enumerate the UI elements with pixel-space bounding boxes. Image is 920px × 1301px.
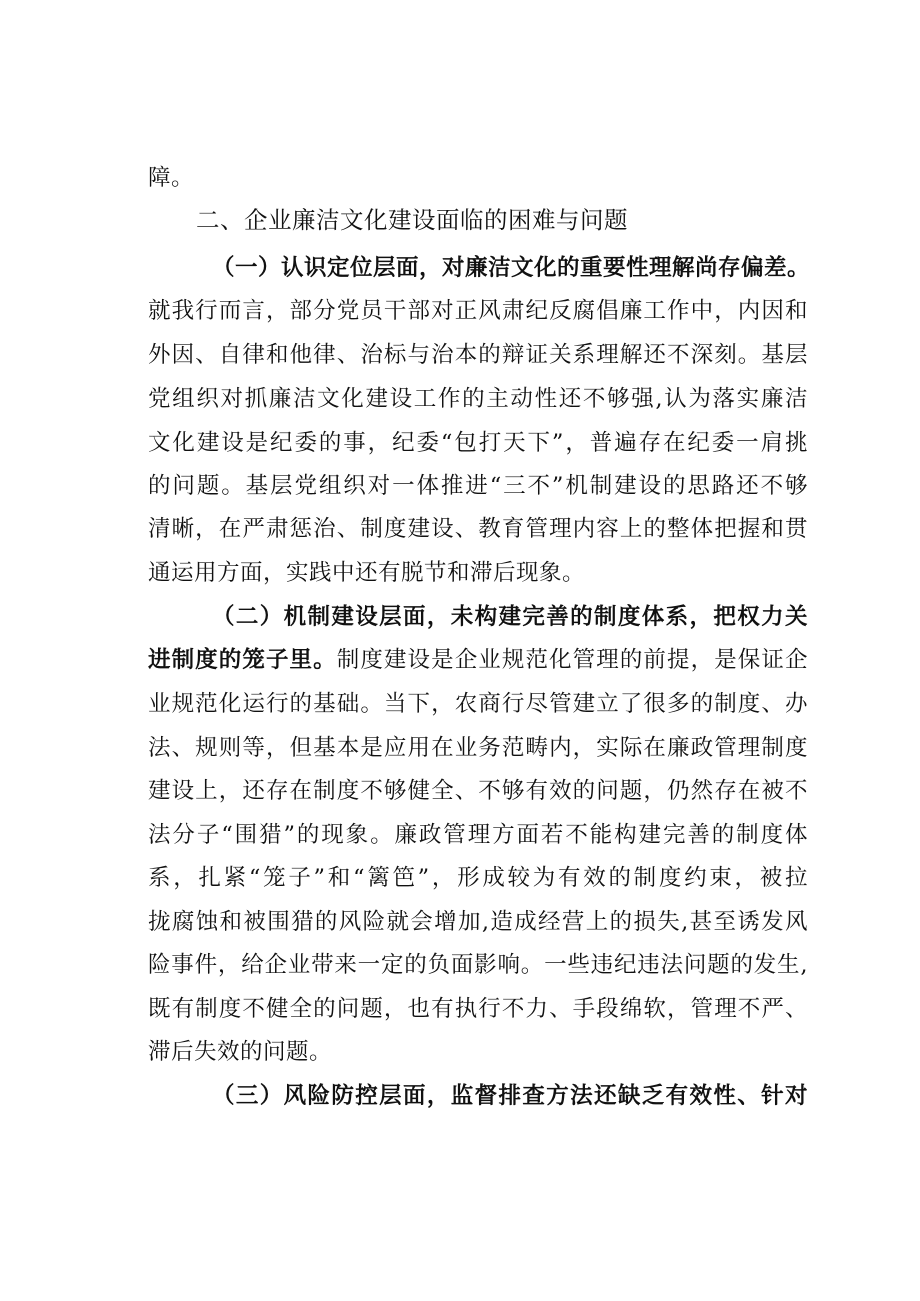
para2-line: 系，扎紧“笼子”和“篱笆”，形成较为有效的制度约束，被拉 — [148, 865, 808, 891]
para1-heading — [212, 246, 811, 290]
para1-line: 文化建设是纪委的事，纪委“包打天下”，普遍存在纪委一肩挑 — [148, 430, 808, 456]
para3-bold-text: （三）风险防控层面，监督排查方法还缺乏有效性、针对 — [212, 1083, 808, 1109]
para2-line: 险事件，给企业带来一定的负面影响。一些违纪违法问题的发生, — [148, 952, 808, 978]
para3-heading — [212, 1074, 808, 1118]
para2-bold-continuation: 进制度的笼子里。 — [148, 647, 337, 673]
para2-bold-text: （二）机制建设层面，未构建完善的制度体系，把权力关 — [212, 604, 808, 630]
para2-heading — [212, 595, 808, 639]
para1-bold-text: （一）认识定位层面，对廉洁文化的重要性理解尚存偏差。 — [212, 255, 811, 281]
para1-line: 通运用方面，实践中还有脱节和滞后现象。 — [148, 560, 586, 586]
para2-line: 法分子“围猎”的现象。廉政管理方面若不能构建完善的制度体 — [148, 822, 808, 848]
para1-line: 就我行而言，部分党员干部对正风肃纪反腐倡廉工作中，内因和 — [148, 298, 808, 324]
para1-line: 的问题。基层党组织对一体推进“三不”机制建设的思路还不够 — [148, 473, 808, 499]
para1-line: 党组织对抓廉洁文化建设工作的主动性还不够强,认为落实廉洁 — [148, 386, 808, 412]
para2-line: 拢腐蚀和被围猎的风险就会增加,造成经营上的损失,甚至诱发风 — [148, 909, 808, 935]
carry-over-text: 障。 — [148, 165, 195, 191]
para2-line: 建设上，还存在制度不够健全、不够有效的问题，仍然存在被不 — [148, 778, 808, 804]
para2-line: 业规范化运行的基础。当下，农商行尽管建立了很多的制度、办 — [148, 691, 808, 717]
para2-line: 法、规则等，但基本是应用在业务范畴内，实际在廉政管理制度 — [148, 735, 808, 761]
para1-line: 清晰，在严肃惩治、制度建设、教育管理内容上的整体把握和贯 — [148, 516, 808, 542]
para2-line: 滞后失效的问题。 — [148, 1039, 333, 1065]
para1-line: 外因、自律和他律、治标与治本的辩证关系理解还不深刻。基层 — [148, 342, 808, 368]
section-heading: 二、企业廉洁文化建设面临的困难与问题 — [196, 206, 628, 234]
para2-line-mixed — [148, 638, 808, 682]
para2-line: 既有制度不健全的问题，也有执行不力、手段绵软，管理不严、 — [148, 996, 808, 1022]
para2-text: 制度建设是企业规范化管理的前提，是保证企 — [336, 647, 808, 673]
